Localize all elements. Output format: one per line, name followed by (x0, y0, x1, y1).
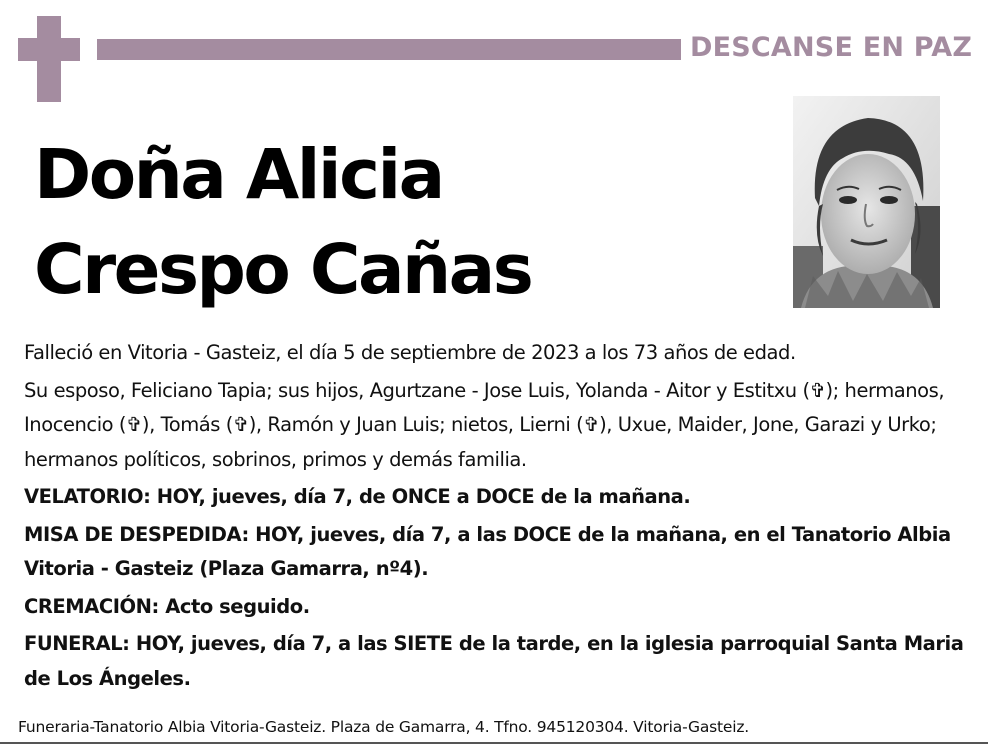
portrait-image (793, 96, 940, 308)
obituary-text (24, 336, 964, 696)
funeral-info: FUNERAL: HOY, jueves, día 7, a las SIETE de la tarde, en la iglesia parroquial Santa Maria de Los Ángeles. (24, 632, 964, 690)
velatorio-info: VELATORIO: HOY, jueves, día 7, de ONCE a DOCE de la mañana. (24, 485, 691, 508)
footer-divider (0, 742, 988, 744)
family-list: Su esposo, Feliciano Tapia; sus hijos, Agurtzane - Jose Luis, Yolanda - Aitor y Estitxu (✞); hermanos, Inocencio (✞), Tomás (✞), Ramón y Juan Luis; nietos, Lierni (✞), Uxue, Maider, Jone, Garazi y Urko; hermanos políticos, sobrinos, primos y demás familia. (24, 378, 945, 471)
deceased-name (34, 128, 531, 318)
funeral-home-footer: Funeraria-Tanatorio Albia Vitoria-Gasteiz. Plaza de Gamarra, 4. Tfno. 945120304. Vitoria-Gasteiz. (18, 718, 750, 736)
name-line-2: Crespo Cañas (34, 230, 532, 310)
header-title: DESCANSE EN PAZ (690, 32, 973, 63)
header-bar (97, 39, 681, 60)
misa-info: MISA DE DESPEDIDA: HOY, jueves, día 7, a las DOCE de la mañana, en el Tanatorio Albia Vitoria - Gasteiz (Plaza Gamarra, nº4). (24, 522, 951, 580)
death-notice: Falleció en Vitoria - Gasteiz, el día 5 de septiembre de 2023 a los 73 años de edad. (24, 341, 796, 364)
name-line-1: Doña Alicia (34, 135, 443, 215)
portrait-photo (793, 96, 940, 308)
cremacion-info: CREMACIÓN: Acto seguido. (24, 594, 310, 618)
